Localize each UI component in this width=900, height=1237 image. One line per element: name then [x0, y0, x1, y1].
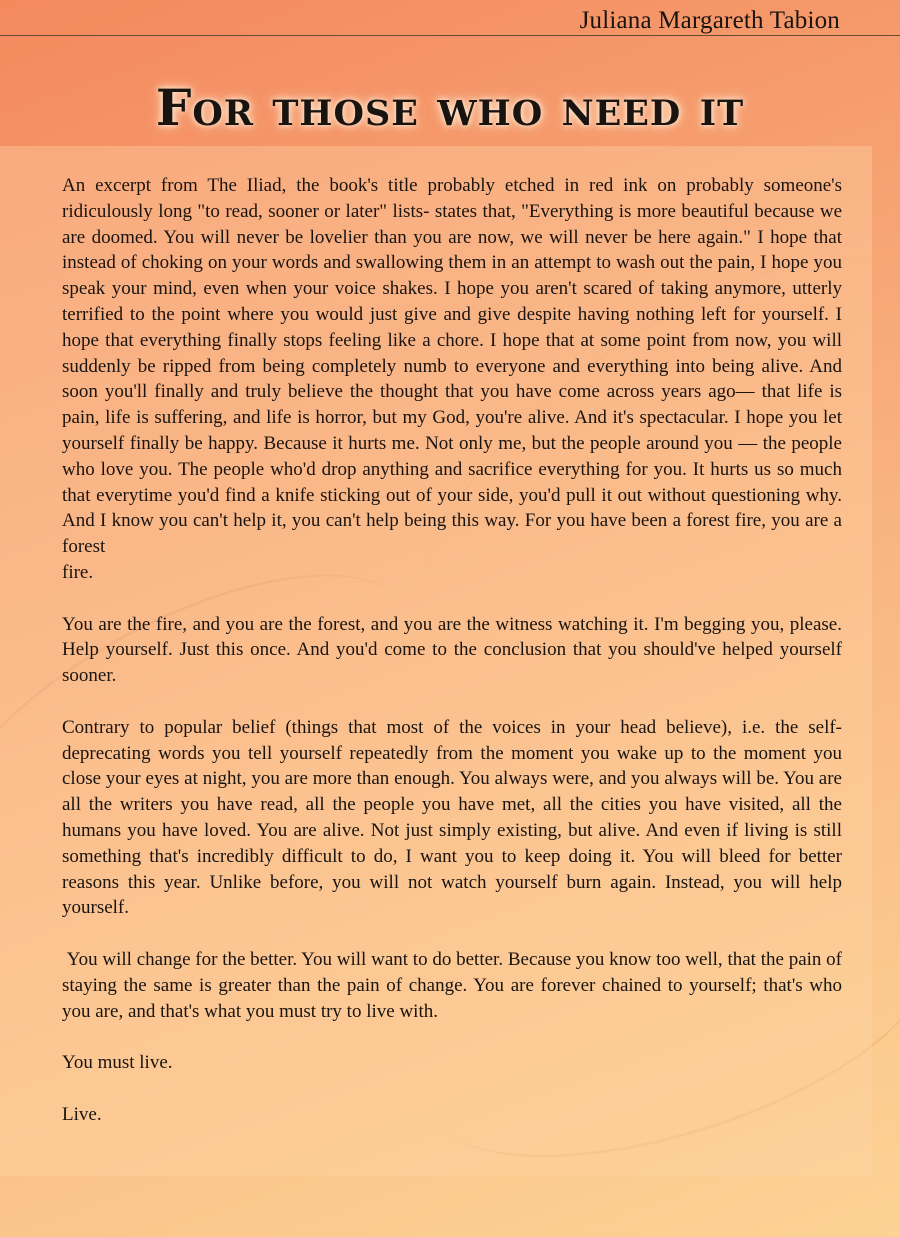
paragraph-change: You will change for the better. You will want to do better. Because you know too well, that the pain of staying the same is greater than the pain of change. You are forever chained to yourself; that's who you are, and that's what you must try to live with. [62, 948, 847, 1022]
header-rule [0, 35, 900, 36]
body-text [62, 173, 847, 1127]
paragraph-contrary: Contrary to popular belief (things that most of the voices in your head believe), i.e. the self-deprecating words you tell yourself repeatedly from the moment you wake up to the moment you close your eyes at night, you are more than enough. You always were, and you always will be. You are all the writers you have read, all the people you have met, all the cities you have visited, all the humans you have loved. You are alive. Not just simply existing, but alive. And even if living is still something that's incredibly difficult to do, I want you to keep doing it. You will bleed for better reasons this year. Unlike before, you will not watch yourself burn again. Instead, you will help yourself. [62, 716, 842, 919]
author-name: Juliana Margareth Tabion [579, 7, 840, 34]
paragraph-fire: You are the fire, and you are the forest, and you are the witness watching it. I'm begging you, please. Help yourself. Just this once. And you'd come to the conclusion that you should've helped yourself sooner. [62, 613, 842, 687]
paragraph-live: Live. [62, 1103, 102, 1125]
page-title: For those who need it [155, 78, 745, 137]
paragraph-must-live: You must live. [62, 1052, 173, 1074]
paragraph-iliad: An excerpt from The Iliad, the book's title probably etched in red ink on probably someone's ridiculously long "to read, sooner or later" lists- states that, "Everything is more beautiful because we are doomed. You will never be lovelier than you are now, we will never be here again." I hope that instead of choking on your words and swallowing them in an attempt to wash out the pain, I hope you speak your mind, even when your voice shakes. I hope you aren't scared of taking anymore, utterly terrified to the point where you would just give and give despite having nothing left for yourself. I hope that everything finally stops feeling like a chore. I hope that at some point from now, you will suddenly be ripped from being completely numb to everyone and everything into being alive. And soon you'll finally and truly believe the thought that you have come across years ago— that life is pain, life is suffering, and life is horror, but my God, you're alive. And it's spectacular. I hope you let yourself finally be happy. Because it hurts me. Not only me, but the people around you — the people who love you. The people who'd drop anything and sacrifice everything for you. It hurts us so much that everytime you'd find a knife sticking out of your side, you'd pull it out without questioning why. And I know you can't help it, you can't help being this way. For you have been a forest fire, you are a forest fire. [62, 175, 842, 583]
